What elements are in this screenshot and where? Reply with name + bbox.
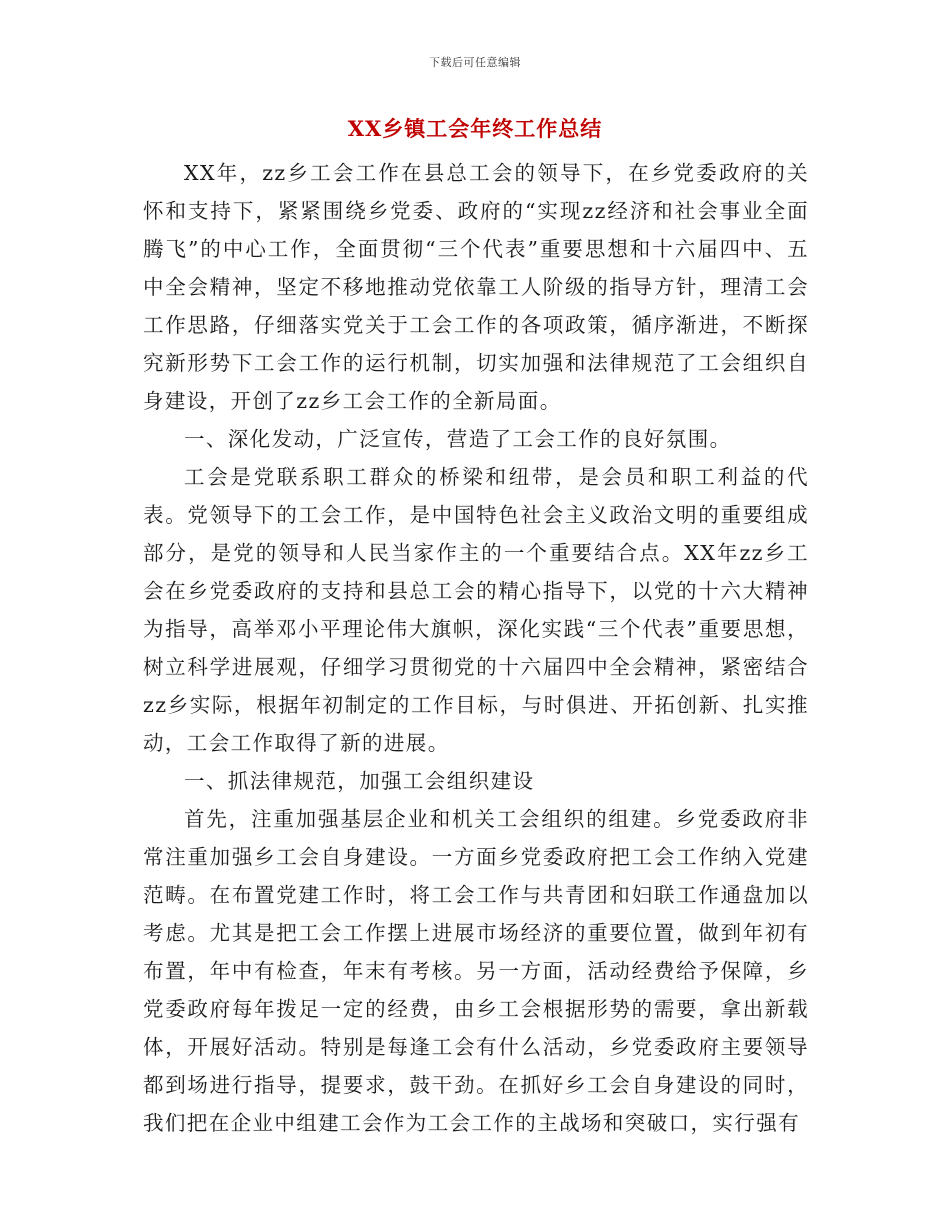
paragraph-organization: 首先，注重加强基层企业和机关工会组织的组建。乡党委政府非常注重加强乡工会自身建设。一方面乡党委政府把工会工作纳入党建范畴。在布置党建工作时，将工会工作与共青团和妇联工作通盘加以考虑。尤其是把工会工作摆上进展市场经济的重要位置，做到年初有布置，年中有检查，年末有考核。另一方面，活动经费给予保障，乡党委政府每年拨足一定的经费，由乡工会根据形势的需要，拿出新载体，开展好活动。特别是每逢工会有什么活动，乡党委政府主要领导都到场进行指导，提要求，鼓干劲。在抓好乡工会自身建设的同时，我们把在企业中组建工会作为工会工作的主战场和突破口，实行强有: [143, 807, 809, 1135]
document-body: [143, 154, 809, 1142]
page-header-note: 下载后可任意编辑: [429, 56, 521, 69]
section-heading-2: 一、抓法律规范，加强工会组织建设: [184, 769, 535, 793]
paragraph-union-role: 工会是党联系职工群众的桥梁和纽带，是会员和职工利益的代表。党领导下的工会工作，是中国特色社会主义政治文明的重要组成部分，是党的领导和人民当家作主的一个重要结合点。XX年zz乡工会在乡党委政府的支持和县总工会的精心指导下，以党的十六大精神为指导，高举邓小平理论伟大旗帜，深化实践“三个代表”重要思想，树立科学进展观，仔细学习贯彻党的十六届四中全会精神，紧密结合zz乡实际，根据年初制定的工作目标，与时俱进、开拓创新、扎实推动，工会工作取得了新的进展。: [143, 465, 809, 755]
section-heading-1: 一、深化发动，广泛宣传，营造了工会工作的良好氛围。: [184, 427, 732, 451]
paragraph-intro: XX年，zz乡工会工作在县总工会的领导下，在乡党委政府的关怀和支持下，紧紧围绕乡党委、政府的“实现zz经济和社会事业全面腾飞”的中心工作，全面贯彻“三个代表”重要思想和十六届四中、五中全会精神，坚定不移地推动党依靠工人阶级的指导方针，理清工会工作思路，仔细落实党关于工会工作的各项政策，循序渐进，不断探究新形势下工会工作的运行机制，切实加强和法律规范了工会组织自身建设，开创了zz乡工会工作的全新局面。: [143, 161, 809, 413]
document-title: XX乡镇工会年终工作总结: [347, 116, 603, 141]
